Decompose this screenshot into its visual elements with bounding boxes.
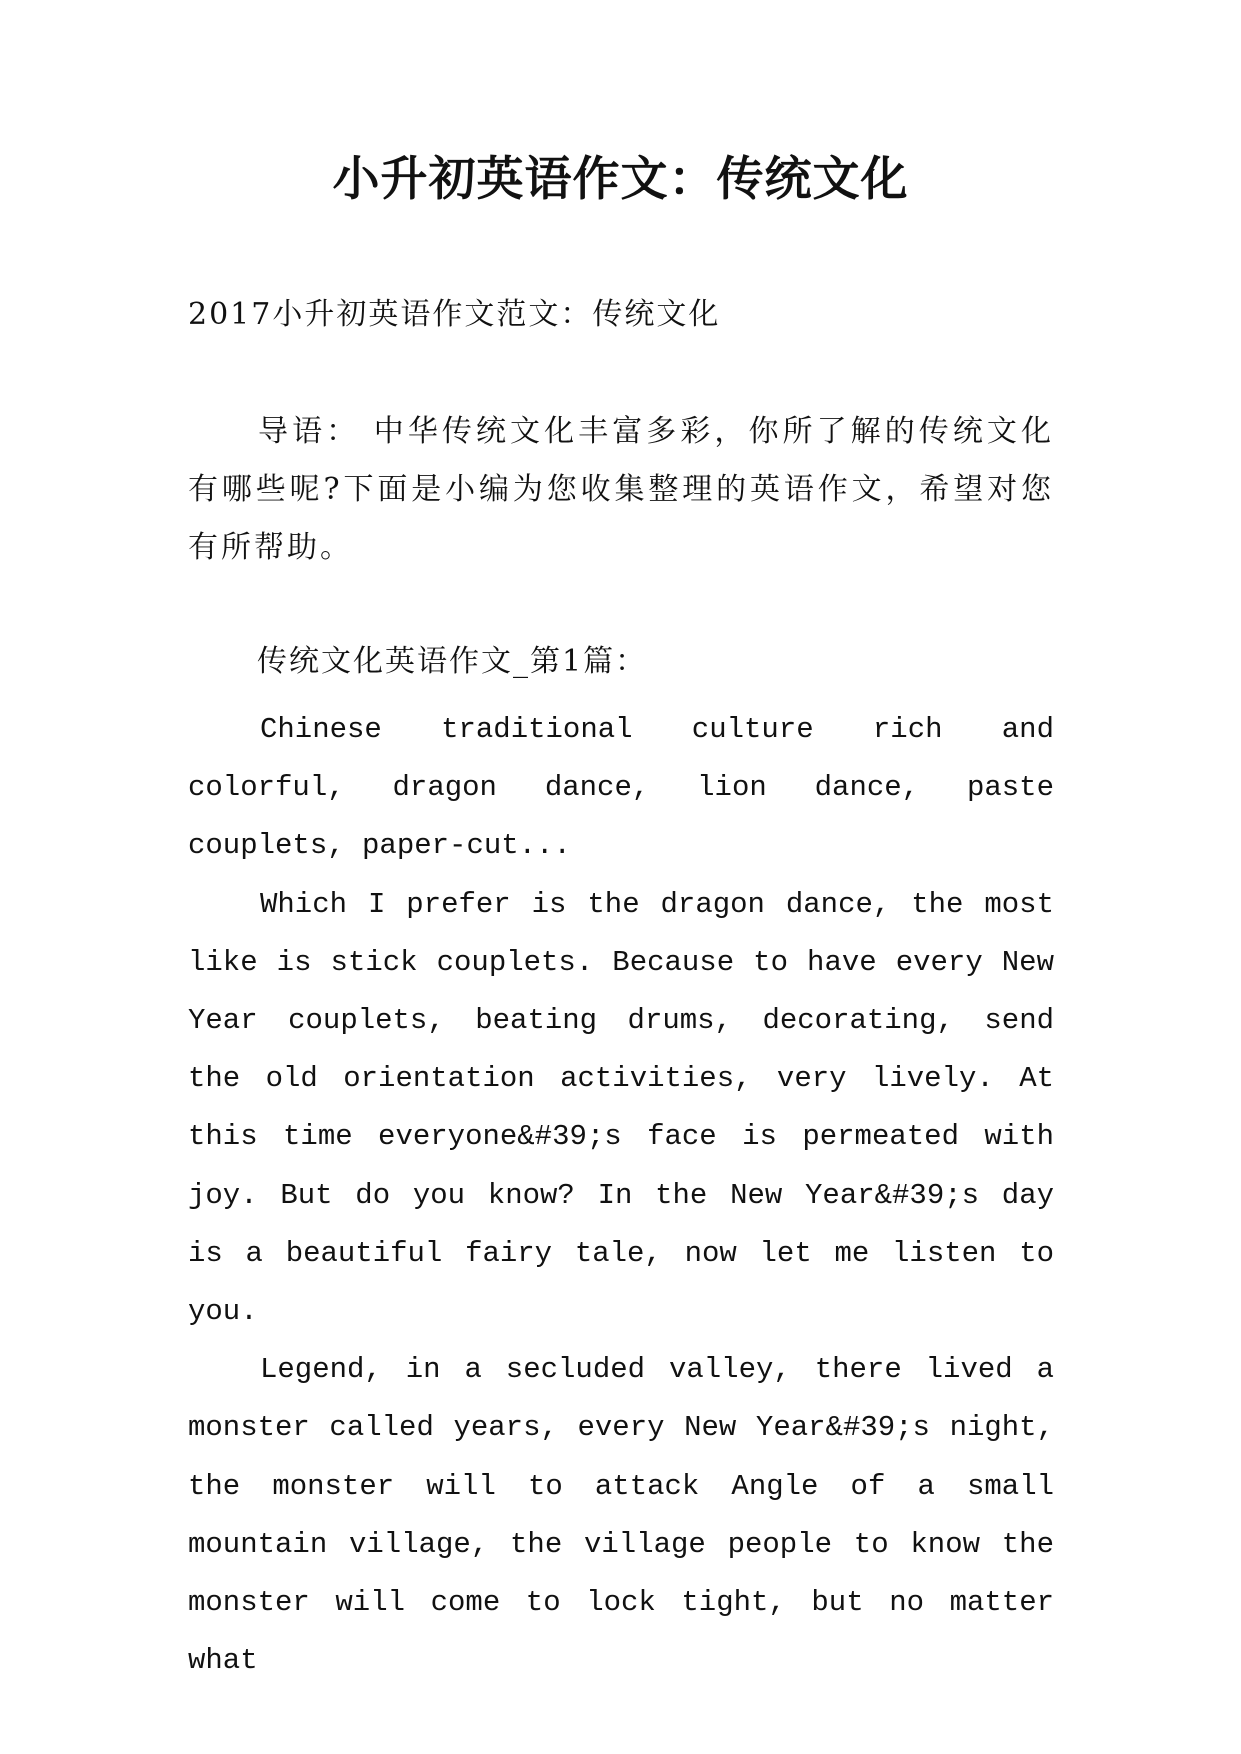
- essay-body: [188, 701, 1054, 1690]
- essay-paragraph: Legend, in a secluded valley, there lived a monster called years, every New Year&#39;s night, the monster will to attack Angle of a small mountain village, the village people to know the monster will come to lock tight, but no matter what: [188, 1353, 1054, 1678]
- essay-paragraph: Chinese traditional culture rich and colorful, dragon dance, lion dance, paste couplets, paper-cut...: [188, 713, 1054, 863]
- intro-paragraph: 导语： 中华传统文化丰富多彩，你所了解的传统文化有哪些呢?下面是小编为您收集整理的英语作文，希望对您有所帮助。: [188, 414, 1054, 565]
- document-title: 小升初英语作文：传统文化: [332, 152, 909, 207]
- essay-paragraph: Which I prefer is the dragon dance, the most like is stick couplets. Because to have every New Year couplets, beating drums, decorating, send the old orientation activities, very lively. At this time everyone&#39;s face is permeated with joy. But do you know? In the New Year&#39;s day is a beautiful fairy tale, now let me listen to you.: [188, 887, 1054, 1329]
- document-subtitle: 2017小升初英语作文范文：传统文化: [188, 297, 721, 332]
- section-heading: 传统文化英语作文_第1篇：: [257, 644, 648, 679]
